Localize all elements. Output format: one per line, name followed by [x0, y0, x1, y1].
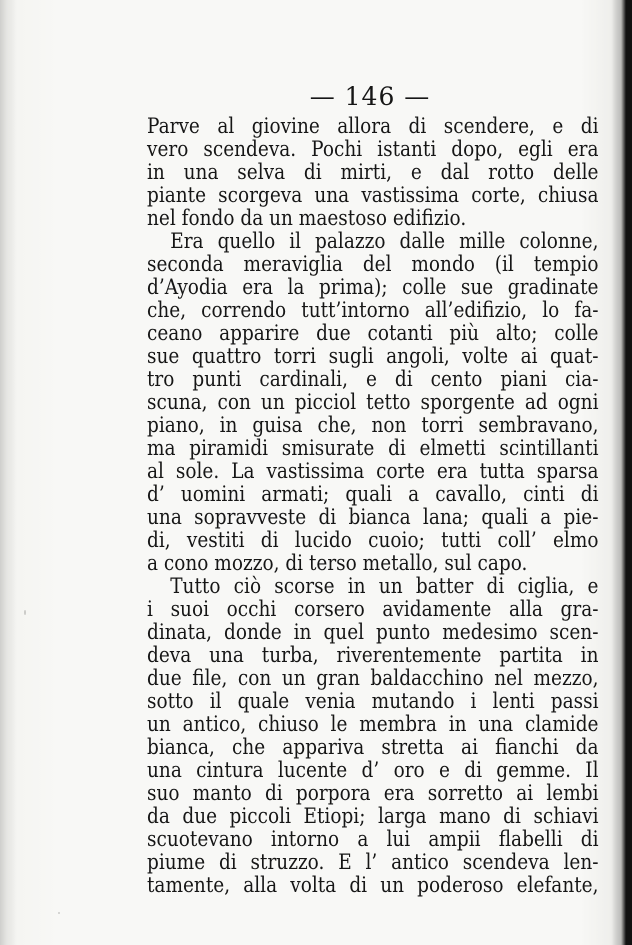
text-line: bianca, che appariva stretta ai fianchi da	[147, 735, 599, 760]
paper-speck	[58, 912, 60, 914]
text-line: seconda meraviglia del mondo (il tempio	[147, 252, 599, 277]
text-line: d’ uomini armati; quali a cavallo, cinti di	[147, 482, 599, 507]
text-line: scuotevano intorno a lui ampii flabelli di	[147, 827, 599, 852]
text-line: scuna, con un picciol tetto sporgente ad ogni	[147, 390, 599, 415]
text-line: una cintura lucente d’ oro e di gemme. Il	[147, 758, 599, 783]
text-line: suo manto di porpora era sorretto ai lembi	[147, 781, 599, 806]
body-text	[147, 115, 599, 897]
text-line: dinata, donde in quel punto medesimo scen-	[147, 620, 599, 645]
text-line: da due piccoli Etiopi; larga mano di schiavi	[147, 804, 599, 829]
text-line: due file, con un gran baldacchino nel mezzo,	[147, 666, 599, 691]
page-left-gutter	[0, 0, 16, 945]
paper-speck	[24, 610, 26, 615]
text-line: nel fondo da un maestoso edifizio.	[147, 206, 467, 231]
text-line: sotto il quale venia mutando i lenti passi	[147, 689, 599, 714]
text-line: tro punti cardinali, e di cento piani cia-	[147, 367, 599, 392]
text-line: piano, in guisa che, non torri sembravano,	[147, 413, 599, 438]
book-spine-shadow	[612, 0, 632, 945]
text-line: che, correndo tutt’intorno all’edifizio, lo fa-	[147, 298, 599, 323]
text-line: un antico, chiuso le membra in una clamide	[147, 712, 599, 737]
paper-speck	[152, 820, 155, 823]
text-line: di, vestiti di lucido cuoio; tutti coll’ elmo	[147, 528, 599, 553]
text-line: Parve al giovine allora di scendere, e di	[147, 114, 599, 139]
text-line: piante scorgeva una vastissima corte, chiusa	[147, 183, 599, 208]
text-line: a cono mozzo, di terso metallo, sul capo.	[147, 551, 528, 576]
text-line: una sopravveste di bianca lana; quali a pie-	[147, 505, 599, 530]
text-line: ma piramidi smisurate di elmetti scintillanti	[147, 436, 599, 461]
page-number: — 146 —	[309, 82, 431, 111]
text-line: vero scendeva. Pochi istanti dopo, egli era	[147, 137, 599, 162]
text-line: piume di struzzo. E l’ antico scendeva len-	[147, 850, 599, 875]
text-line: al sole. La vastissima corte era tutta sparsa	[147, 459, 599, 484]
text-line: i suoi occhi corsero avidamente alla gra-	[147, 597, 599, 622]
text-line: in una selva di mirti, e dal rotto delle	[147, 160, 599, 185]
text-line: Era quello il palazzo dalle mille colonne,	[170, 229, 599, 254]
text-line: sue quattro torri sugli angoli, volte ai quat-	[147, 344, 599, 369]
text-line: d’Ayodia era la prima); colle sue gradinate	[147, 275, 599, 300]
text-line: ceano apparire due cotanti più alto; colle	[147, 321, 599, 346]
text-line: Tutto ciò scorse in un batter di ciglia, e	[170, 574, 599, 599]
text-line: deva una turba, riverentemente partita in	[147, 643, 599, 668]
text-line: tamente, alla volta di un poderoso elefante,	[147, 873, 599, 898]
